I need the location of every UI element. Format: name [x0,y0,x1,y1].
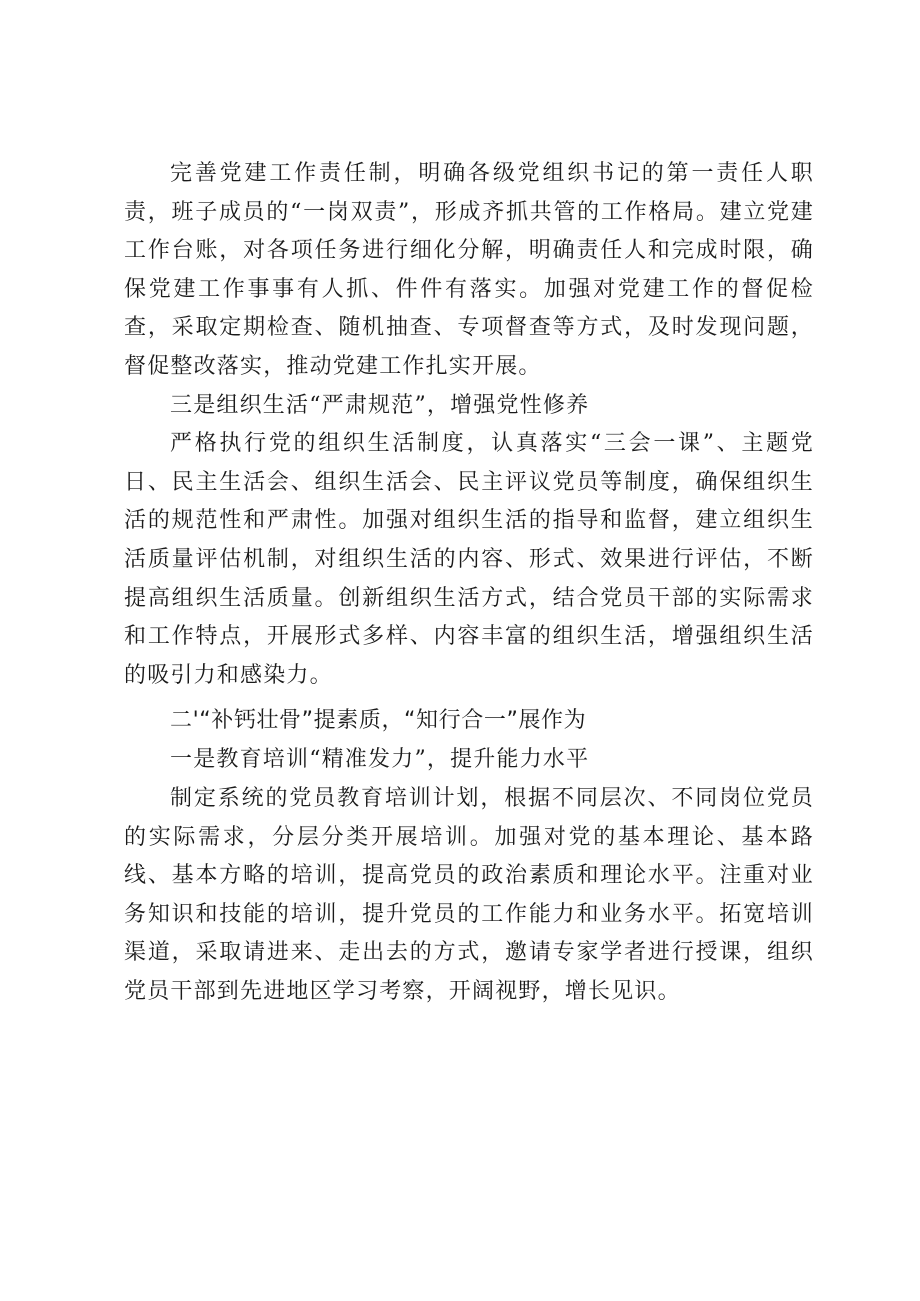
subheading-organizational-life: 三是组织生活“严肃规范”，增强党性修养 [170,392,590,418]
paragraph-education-training: 制定系统的党员教育培训计划，根据不同层次、不同岗位党员的实际需求，分层分类开展培训。加强对党的基本理论、基本路线、基本方略的培训，提高党员的政治素质和理论水平。注重对业务知识和技能的培训，提升党员的工作能力和业务水平。拓宽培训渠道，采取请进来、走出去的方式，邀请专家学者进行授课，组织党员干部到先进地区学习考察，开阔视野，增长见识。 [124,785,814,1004]
section-heading-two: 二'“补钙壮骨”提素质，“知行合一”展作为 [170,708,587,734]
subheading-education-training: 一是教育培训“精准发力”，提升能力水平 [170,747,590,773]
document-page [124,155,814,1011]
paragraph-responsibility-system: 完善党建工作责任制，明确各级党组织书记的第一责任人职责，班子成员的“一岗双责”，形成齐抓共管的工作格局。建立党建工作台账，对各项任务进行细化分解，明确责任人和完成时限，确保党建工作事事有人抓、件件有落实。加强对党建工作的督促检查，采取定期检查、随机抽查、专项督查等方式，及时发现问题，督促整改落实，推动党建工作扎实开展。 [124,161,814,379]
paragraph-organizational-life: 严格执行党的组织生活制度，认真落实“三会一课”、主题党日、民主生活会、组织生活会、民主评议党员等制度，确保组织生活的规范性和严肃性。加强对组织生活的指导和监督，建立组织生活质量评估机制，对组织生活的内容、形式、效果进行评估，不断提高组织生活质量。创新组织生活方式，结合党员干部的实际需求和工作特点，开展形式多样、内容丰富的组织生活，增强组织生活的吸引力和感染力。 [124,431,814,688]
